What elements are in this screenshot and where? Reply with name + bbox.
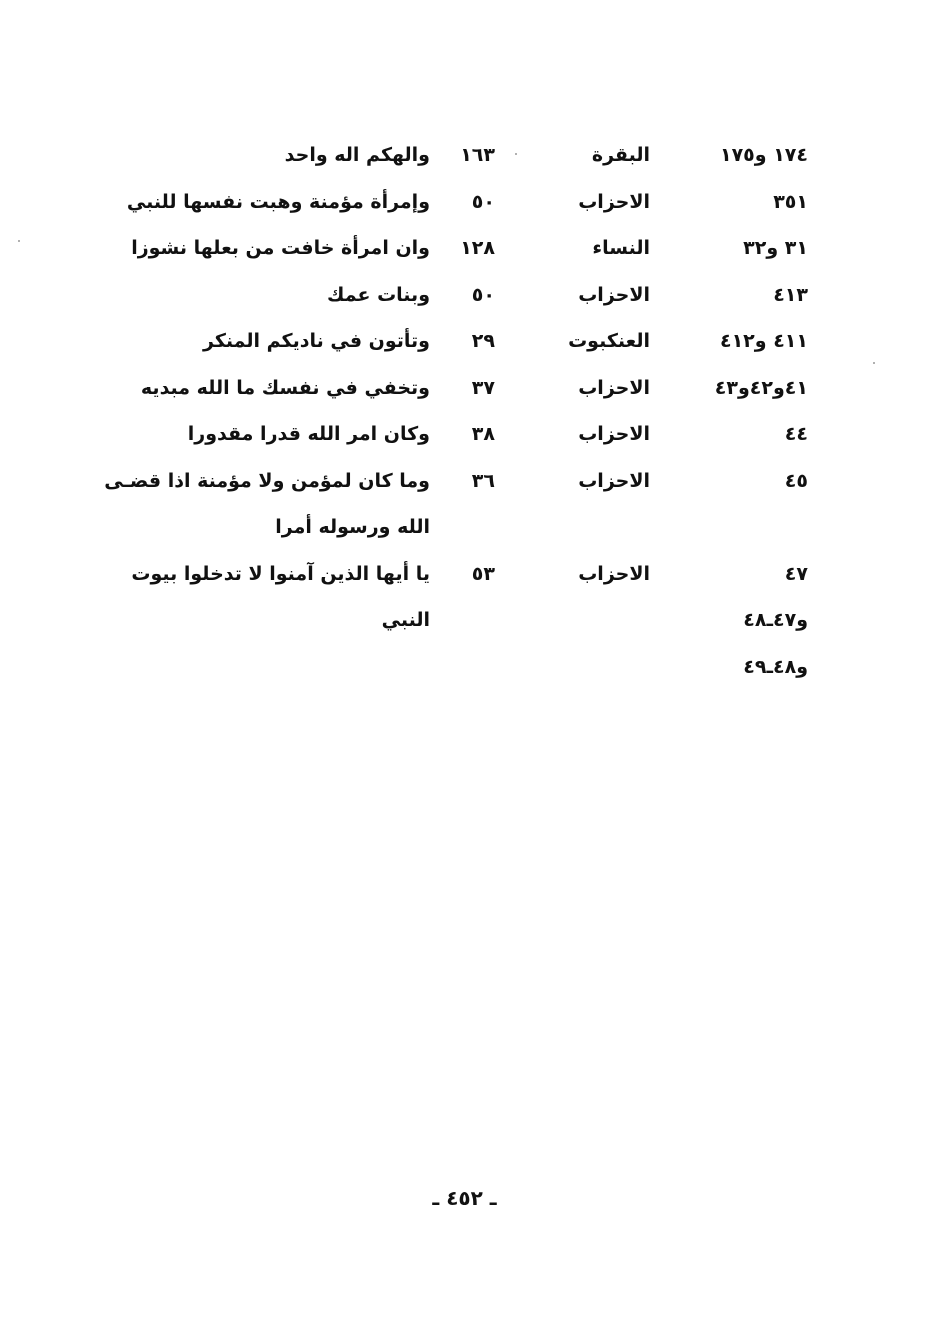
index-row — [100, 132, 820, 179]
ayah-number: ٥٠ — [471, 190, 495, 213]
index-row — [100, 644, 820, 691]
index-row — [100, 318, 820, 365]
surah-name: العنكبوت — [568, 330, 650, 352]
ayah-number: ٢٩ — [471, 330, 495, 352]
surah-name: الاحزاب — [578, 190, 650, 213]
index-row — [100, 597, 820, 644]
verse-text: يا أيها الذين آمنوا لا تدخلوا بيوت — [131, 562, 430, 585]
page-reference: ٤٤ — [784, 423, 808, 445]
verse-text: وتخفي في نفسك ما الله مبديه — [140, 376, 430, 399]
index-row — [100, 179, 820, 226]
index-row — [100, 551, 820, 598]
surah-name: الاحزاب — [578, 562, 650, 585]
scan-speck — [873, 362, 875, 364]
verse-text: وكان امر الله قدرا مقدورا — [187, 423, 430, 445]
page-reference: ٤٥ — [784, 469, 808, 492]
verse-text: وتأتون في ناديكم المنكر — [203, 330, 430, 352]
scan-speck — [515, 153, 517, 155]
page-reference: ٣١ و٣٢ — [743, 237, 808, 259]
page-reference: ٤١١ و٤١٢ — [719, 330, 808, 352]
verse-text: وإمرأة مؤمنة وهبت نفسها للنبي — [126, 190, 430, 213]
page-reference: ٣٥١ — [773, 190, 808, 213]
verse-text: وما كان لمؤمن ولا مؤمنة اذا قضـى — [104, 469, 430, 492]
verse-text: الله ورسوله أمرا — [275, 516, 430, 538]
page-number: ـ ٤٥٢ ـ — [432, 1186, 497, 1210]
surah-name: النساء — [592, 237, 650, 259]
index-row — [100, 504, 820, 551]
ayah-number: ٥٣ — [471, 562, 495, 585]
scan-speck — [18, 240, 20, 242]
page-reference: و٤٨ـ٤٩ — [743, 655, 808, 678]
index-row — [100, 458, 820, 505]
verse-text: وبنات عمك — [327, 283, 430, 306]
surah-name: الاحزاب — [578, 376, 650, 399]
page-reference: ١٧٤ و١٧٥ — [719, 144, 808, 166]
verse-text: وان امرأة خافت من بعلها نشوزا — [131, 237, 430, 259]
page-reference: ٤١٣ — [773, 283, 808, 306]
index-row — [100, 272, 820, 319]
ayah-number: ٣٨ — [471, 423, 495, 445]
verse-text: والهكم اله واحد — [284, 144, 430, 166]
ayah-number: ١٢٨ — [460, 237, 495, 259]
ayah-number: ٥٠ — [471, 283, 495, 306]
surah-name: الاحزاب — [578, 469, 650, 492]
surah-name: البقرة — [591, 144, 650, 166]
index-row — [100, 411, 820, 458]
ayah-number: ١٦٣ — [460, 144, 495, 166]
ayah-number: ٣٧ — [471, 376, 495, 399]
ayah-number: ٣٦ — [471, 469, 495, 492]
page-reference: ٤١و٤٢و٤٣ — [714, 376, 808, 399]
page-reference: ٤٧ — [784, 562, 808, 585]
surah-name: الاحزاب — [578, 283, 650, 306]
verse-index-table — [100, 132, 820, 690]
surah-name: الاحزاب — [578, 423, 650, 445]
index-row — [100, 365, 820, 412]
index-row — [100, 225, 820, 272]
verse-text: النبي — [381, 609, 430, 631]
page-reference: و٤٧ـ٤٨ — [743, 609, 808, 631]
